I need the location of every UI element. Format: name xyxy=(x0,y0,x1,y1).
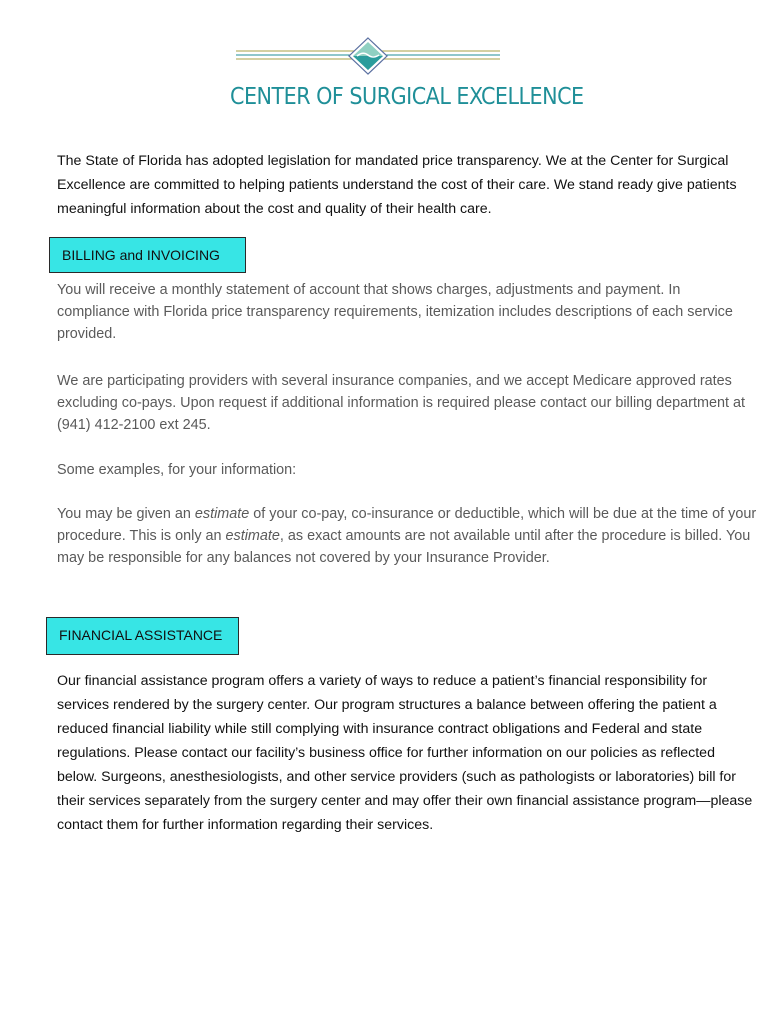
billing-paragraph-examples: Some examples, for your information: xyxy=(57,462,297,478)
financial-heading: FINANCIAL ASSISTANCE xyxy=(46,617,239,655)
estimate-text-2: of your co-pay, co-insurance or deductible, which will be due at the time of your procedure. This is only an xyxy=(57,506,757,545)
estimate-text-3: , as exact amounts are not available until after the procedure is billed. You may be responsible for any balances not covered by your Insurance Provider. xyxy=(57,528,751,567)
billing-paragraph-statement: You will receive a monthly statement of account that shows charges, adjustments and payment. In compliance with Florida price transparency requirements, itemization includes descriptions of each service provided. xyxy=(57,282,733,343)
financial-paragraph: Our financial assistance program offers a variety of ways to reduce a patient’s financial responsibility for services rendered by the surgery center. Our program structures a balance between offering the patient a reduced financial liability while still complying with insurance contract obligations and Federal and state regulations. Please contact our facility’s business office for further information on our policies as reflected below. Surgeons, anesthesiologists, and other service providers (such as pathologists or laboratories) bill for their services separately from the surgery center and may offer their own financial assistance program—please contact them for further information regarding their services. xyxy=(57,673,753,833)
estimate-text-1: You may be given an xyxy=(57,506,195,522)
estimate-emphasis-1: estimate xyxy=(194,506,250,522)
logo-emblem-icon xyxy=(230,36,510,86)
estimate-emphasis-2: estimate xyxy=(225,528,280,545)
billing-heading: BILLING and INVOICING xyxy=(49,237,246,273)
logo-text: CENTER OF SURGICAL EXCELLENCE xyxy=(230,84,584,110)
intro-paragraph: The State of Florida has adopted legislation for mandated price transparency. We at the Center for Surgical Excellence are committed to helping patients understand the cost of their care. We stand ready give patients meaningful information about the cost and quality of their health care. xyxy=(57,153,737,217)
logo xyxy=(230,36,584,116)
billing-paragraph-insurance: We are participating providers with several insurance companies, and we accept Medicare approved rates excluding co-pays. Upon request if additional information is required please contact our billing department at (941) 412-2100 ext 245. xyxy=(57,373,745,434)
billing-paragraph-estimate xyxy=(57,503,757,570)
